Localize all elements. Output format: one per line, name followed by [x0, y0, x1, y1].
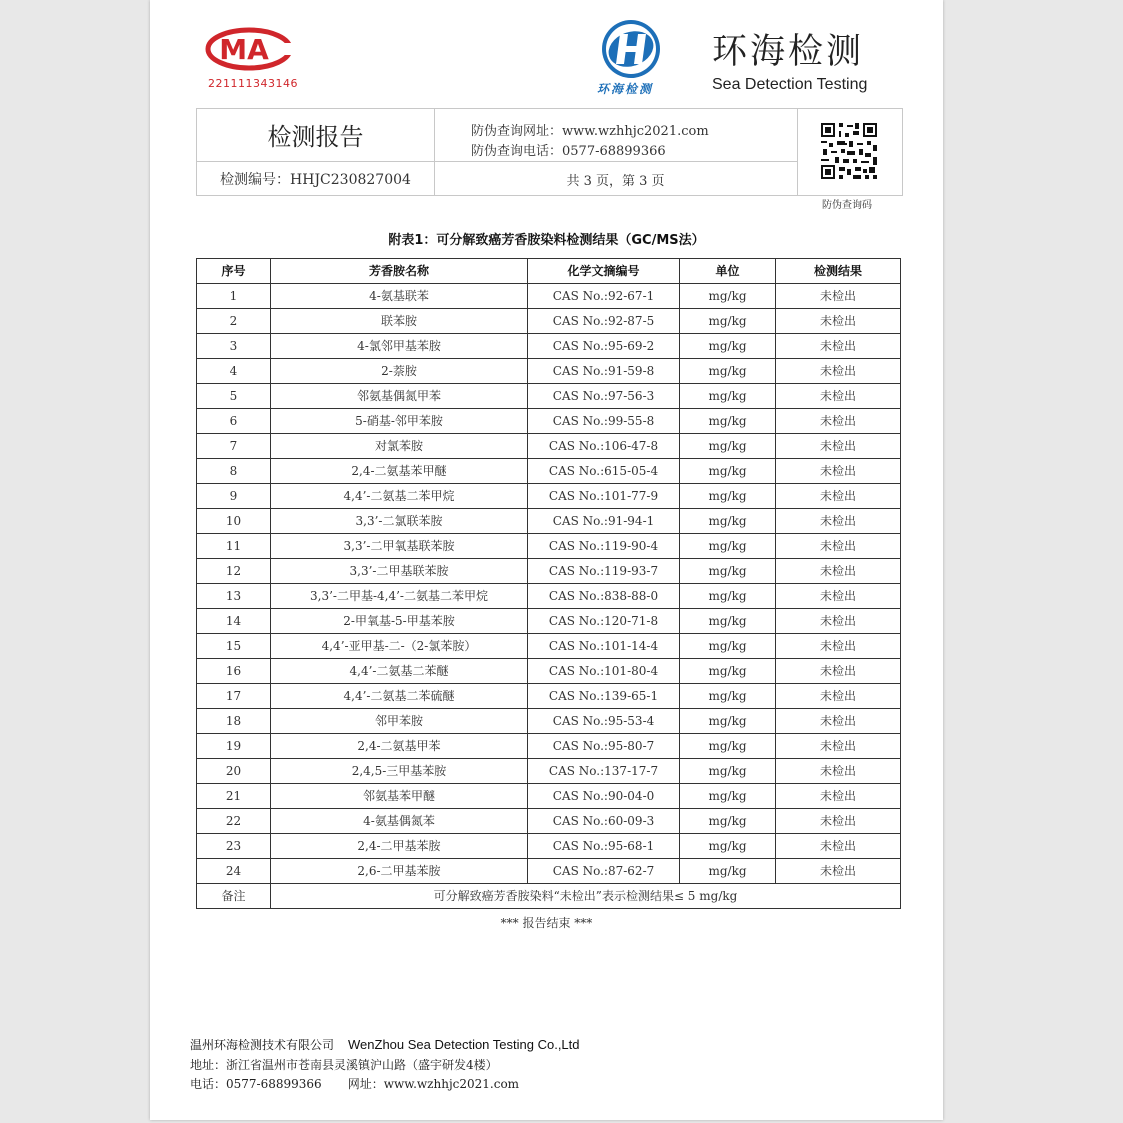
- header-no: 序号: [197, 259, 271, 284]
- cell-no: 18: [197, 709, 271, 734]
- cell-no: 19: [197, 734, 271, 759]
- cell-name: 4,4’-二氨基二苯甲烷: [271, 484, 528, 509]
- cell-result: 未检出: [776, 734, 901, 759]
- cell-cas: CAS No.:95-68-1: [528, 834, 680, 859]
- company-name-en: WenZhou Sea Detection Testing Co.,Ltd: [348, 1037, 580, 1052]
- cell-name: 3,3’-二甲基-4,4’-二氨基二苯甲烷: [271, 584, 528, 609]
- cell-result: 未检出: [776, 284, 901, 309]
- cell-name: 对氯苯胺: [271, 434, 528, 459]
- table-row: [197, 609, 901, 634]
- cell-name: 2,4-二甲基苯胺: [271, 834, 528, 859]
- company-name-cn: 温州环海检测技术有限公司: [190, 1038, 335, 1052]
- table-title: 附表1：可分解致癌芳香胺染料检测结果（GC/MS法）: [388, 233, 705, 248]
- cell-cas: CAS No.:106-47-8: [528, 434, 680, 459]
- cell-cas: CAS No.:97-56-3: [528, 384, 680, 409]
- table-row: [197, 784, 901, 809]
- cell-cas: CAS No.:95-53-4: [528, 709, 680, 734]
- qr-caption: 防伪查询码: [822, 200, 872, 211]
- cell-no: 15: [197, 634, 271, 659]
- cell-unit: mg/kg: [680, 559, 776, 584]
- note-row: [197, 884, 901, 909]
- cell-no: 17: [197, 684, 271, 709]
- table-header-row: [197, 259, 901, 284]
- cell-cas: CAS No.:615-05-4: [528, 459, 680, 484]
- table-row: [197, 634, 901, 659]
- cell-result: 未检出: [776, 684, 901, 709]
- cell-name: 2-萘胺: [271, 359, 528, 384]
- cell-unit: mg/kg: [680, 709, 776, 734]
- page-info: 共 3 页，第 3 页: [566, 174, 665, 189]
- cell-unit: mg/kg: [680, 609, 776, 634]
- cell-unit: mg/kg: [680, 634, 776, 659]
- cell-name: 邻氨基苯甲醚: [271, 784, 528, 809]
- cell-result: 未检出: [776, 584, 901, 609]
- cell-unit: mg/kg: [680, 459, 776, 484]
- cell-result: 未检出: [776, 484, 901, 509]
- table-row: [197, 384, 901, 409]
- brand-logo-caption: 环海检测: [597, 82, 654, 96]
- header-name: 芳香胺名称: [271, 259, 528, 284]
- cell-cas: CAS No.:119-93-7: [528, 559, 680, 584]
- results-table: [196, 258, 901, 909]
- cell-unit: mg/kg: [680, 734, 776, 759]
- cell-cas: CAS No.:120-71-8: [528, 609, 680, 634]
- cell-name: 邻氨基偶氮甲苯: [271, 384, 528, 409]
- report-info-box: [196, 108, 903, 196]
- cell-no: 20: [197, 759, 271, 784]
- cell-result: 未检出: [776, 559, 901, 584]
- cell-no: 12: [197, 559, 271, 584]
- table-row: [197, 434, 901, 459]
- cell-result: 未检出: [776, 334, 901, 359]
- cell-unit: mg/kg: [680, 359, 776, 384]
- cell-result: 未检出: [776, 859, 901, 884]
- cell-no: 7: [197, 434, 271, 459]
- cell-no: 23: [197, 834, 271, 859]
- table-row: [197, 659, 901, 684]
- cell-cas: CAS No.:92-87-5: [528, 309, 680, 334]
- cell-name: 4,4’-二氨基二苯硫醚: [271, 684, 528, 709]
- table-row: [197, 534, 901, 559]
- footer-phone: 电话：0577-68899366: [190, 1077, 322, 1091]
- verify-phone: 防伪查询电话：0577-68899366: [471, 144, 666, 159]
- cell-no: 10: [197, 509, 271, 534]
- cell-cas: CAS No.:139-65-1: [528, 684, 680, 709]
- table-row: [197, 409, 901, 434]
- brand-name-en: Sea Detection Testing: [712, 76, 868, 93]
- table-row: [197, 559, 901, 584]
- table-row: [197, 284, 901, 309]
- cell-name: 3,3’-二氯联苯胺: [271, 509, 528, 534]
- cell-cas: CAS No.:91-94-1: [528, 509, 680, 534]
- cell-name: 4,4’-二氨基二苯醚: [271, 659, 528, 684]
- table-row: [197, 809, 901, 834]
- cell-name: 2,4-二氨基甲苯: [271, 734, 528, 759]
- qr-code-icon: [819, 121, 879, 181]
- cell-name: 2,4,5-三甲基苯胺: [271, 759, 528, 784]
- cell-no: 1: [197, 284, 271, 309]
- cell-cas: CAS No.:101-77-9: [528, 484, 680, 509]
- cell-unit: mg/kg: [680, 334, 776, 359]
- cell-name: 4,4’-亚甲基-二-（2-氯苯胺）: [271, 634, 528, 659]
- cell-cas: CAS No.:95-69-2: [528, 334, 680, 359]
- cell-no: 24: [197, 859, 271, 884]
- table-row: [197, 859, 901, 884]
- cell-name: 2,6-二甲基苯胺: [271, 859, 528, 884]
- cell-unit: mg/kg: [680, 409, 776, 434]
- cell-unit: mg/kg: [680, 434, 776, 459]
- cell-result: 未检出: [776, 434, 901, 459]
- cell-result: 未检出: [776, 359, 901, 384]
- cell-no: 5: [197, 384, 271, 409]
- table-row: [197, 509, 901, 534]
- cell-name: 2-甲氧基-5-甲基苯胺: [271, 609, 528, 634]
- cell-no: 14: [197, 609, 271, 634]
- cell-result: 未检出: [776, 609, 901, 634]
- cell-result: 未检出: [776, 659, 901, 684]
- cell-cas: CAS No.:838-88-0: [528, 584, 680, 609]
- cell-cas: CAS No.:137-17-7: [528, 759, 680, 784]
- cma-logo-text: MA: [219, 33, 269, 66]
- cell-result: 未检出: [776, 409, 901, 434]
- brand-name-cn: 环海检测: [712, 32, 865, 72]
- table-row: [197, 459, 901, 484]
- cell-no: 2: [197, 309, 271, 334]
- cma-number: 221111343146: [208, 77, 298, 90]
- cell-unit: mg/kg: [680, 284, 776, 309]
- table-row: [197, 309, 901, 334]
- cell-name: 联苯胺: [271, 309, 528, 334]
- report-title: 检测报告: [267, 123, 364, 151]
- cell-cas: CAS No.:91-59-8: [528, 359, 680, 384]
- cell-result: 未检出: [776, 834, 901, 859]
- cell-unit: mg/kg: [680, 859, 776, 884]
- cell-name: 3,3’-二甲氧基联苯胺: [271, 534, 528, 559]
- cell-unit: mg/kg: [680, 659, 776, 684]
- cell-result: 未检出: [776, 784, 901, 809]
- cell-result: 未检出: [776, 459, 901, 484]
- cell-no: 22: [197, 809, 271, 834]
- cell-no: 8: [197, 459, 271, 484]
- brand-logo-icon: [600, 18, 662, 80]
- note-label: 备注: [197, 884, 271, 909]
- cell-result: 未检出: [776, 759, 901, 784]
- table-row: [197, 334, 901, 359]
- cell-result: 未检出: [776, 809, 901, 834]
- cell-no: 6: [197, 409, 271, 434]
- footer-company: [190, 1036, 580, 1053]
- header-result: 检测结果: [776, 259, 901, 284]
- cell-cas: CAS No.:87-62-7: [528, 859, 680, 884]
- cell-unit: mg/kg: [680, 484, 776, 509]
- cell-name: 4-氨基联苯: [271, 284, 528, 309]
- footer-website: 网址：www.wzhhjc2021.com: [347, 1077, 520, 1091]
- report-end: *** 报告结束 ***: [500, 916, 593, 930]
- cell-name: 邻甲苯胺: [271, 709, 528, 734]
- cell-unit: mg/kg: [680, 309, 776, 334]
- cell-no: 16: [197, 659, 271, 684]
- table-row: [197, 584, 901, 609]
- cell-cas: CAS No.:101-14-4: [528, 634, 680, 659]
- cell-name: 3,3’-二甲基联苯胺: [271, 559, 528, 584]
- cell-cas: CAS No.:99-55-8: [528, 409, 680, 434]
- cell-no: 13: [197, 584, 271, 609]
- cell-result: 未检出: [776, 709, 901, 734]
- table-row: [197, 834, 901, 859]
- cell-cas: CAS No.:95-80-7: [528, 734, 680, 759]
- cell-unit: mg/kg: [680, 584, 776, 609]
- cell-cas: CAS No.:92-67-1: [528, 284, 680, 309]
- note-text: 可分解致癌芳香胺染料“未检出”表示检测结果≤ 5 mg/kg: [271, 884, 901, 909]
- footer-contact: [190, 1075, 519, 1092]
- cell-cas: CAS No.:119-90-4: [528, 534, 680, 559]
- cell-result: 未检出: [776, 634, 901, 659]
- table-row: [197, 359, 901, 384]
- cell-cas: CAS No.:101-80-4: [528, 659, 680, 684]
- cell-no: 21: [197, 784, 271, 809]
- cell-name: 5-硝基-邻甲苯胺: [271, 409, 528, 434]
- cell-unit: mg/kg: [680, 684, 776, 709]
- cell-cas: CAS No.:90-04-0: [528, 784, 680, 809]
- header-unit: 单位: [680, 259, 776, 284]
- cell-unit: mg/kg: [680, 384, 776, 409]
- cell-result: 未检出: [776, 509, 901, 534]
- table-row: [197, 709, 901, 734]
- cell-no: 11: [197, 534, 271, 559]
- cell-unit: mg/kg: [680, 534, 776, 559]
- cell-result: 未检出: [776, 384, 901, 409]
- cma-logo-icon: [205, 26, 293, 72]
- cell-unit: mg/kg: [680, 759, 776, 784]
- cell-unit: mg/kg: [680, 809, 776, 834]
- table-row: [197, 734, 901, 759]
- cell-unit: mg/kg: [680, 834, 776, 859]
- cell-cas: CAS No.:60-09-3: [528, 809, 680, 834]
- report-page: [150, 0, 943, 1120]
- cell-result: 未检出: [776, 534, 901, 559]
- cell-name: 2,4-二氨基苯甲醚: [271, 459, 528, 484]
- table-row: [197, 484, 901, 509]
- table-row: [197, 759, 901, 784]
- cell-no: 4: [197, 359, 271, 384]
- cell-no: 3: [197, 334, 271, 359]
- cell-name: 4-氯邻甲基苯胺: [271, 334, 528, 359]
- report-number: 检测编号：HHJC230827004: [220, 172, 411, 188]
- header-cas: 化学文摘编号: [528, 259, 680, 284]
- cell-name: 4-氨基偶氮苯: [271, 809, 528, 834]
- cell-no: 9: [197, 484, 271, 509]
- verify-url: 防伪查询网址：www.wzhhjc2021.com: [471, 124, 709, 139]
- cell-unit: mg/kg: [680, 784, 776, 809]
- table-row: [197, 684, 901, 709]
- footer-address: 地址：浙江省温州市苍南县灵溪镇沪山路（盛宇研发4楼）: [190, 1058, 498, 1072]
- cell-result: 未检出: [776, 309, 901, 334]
- cell-unit: mg/kg: [680, 509, 776, 534]
